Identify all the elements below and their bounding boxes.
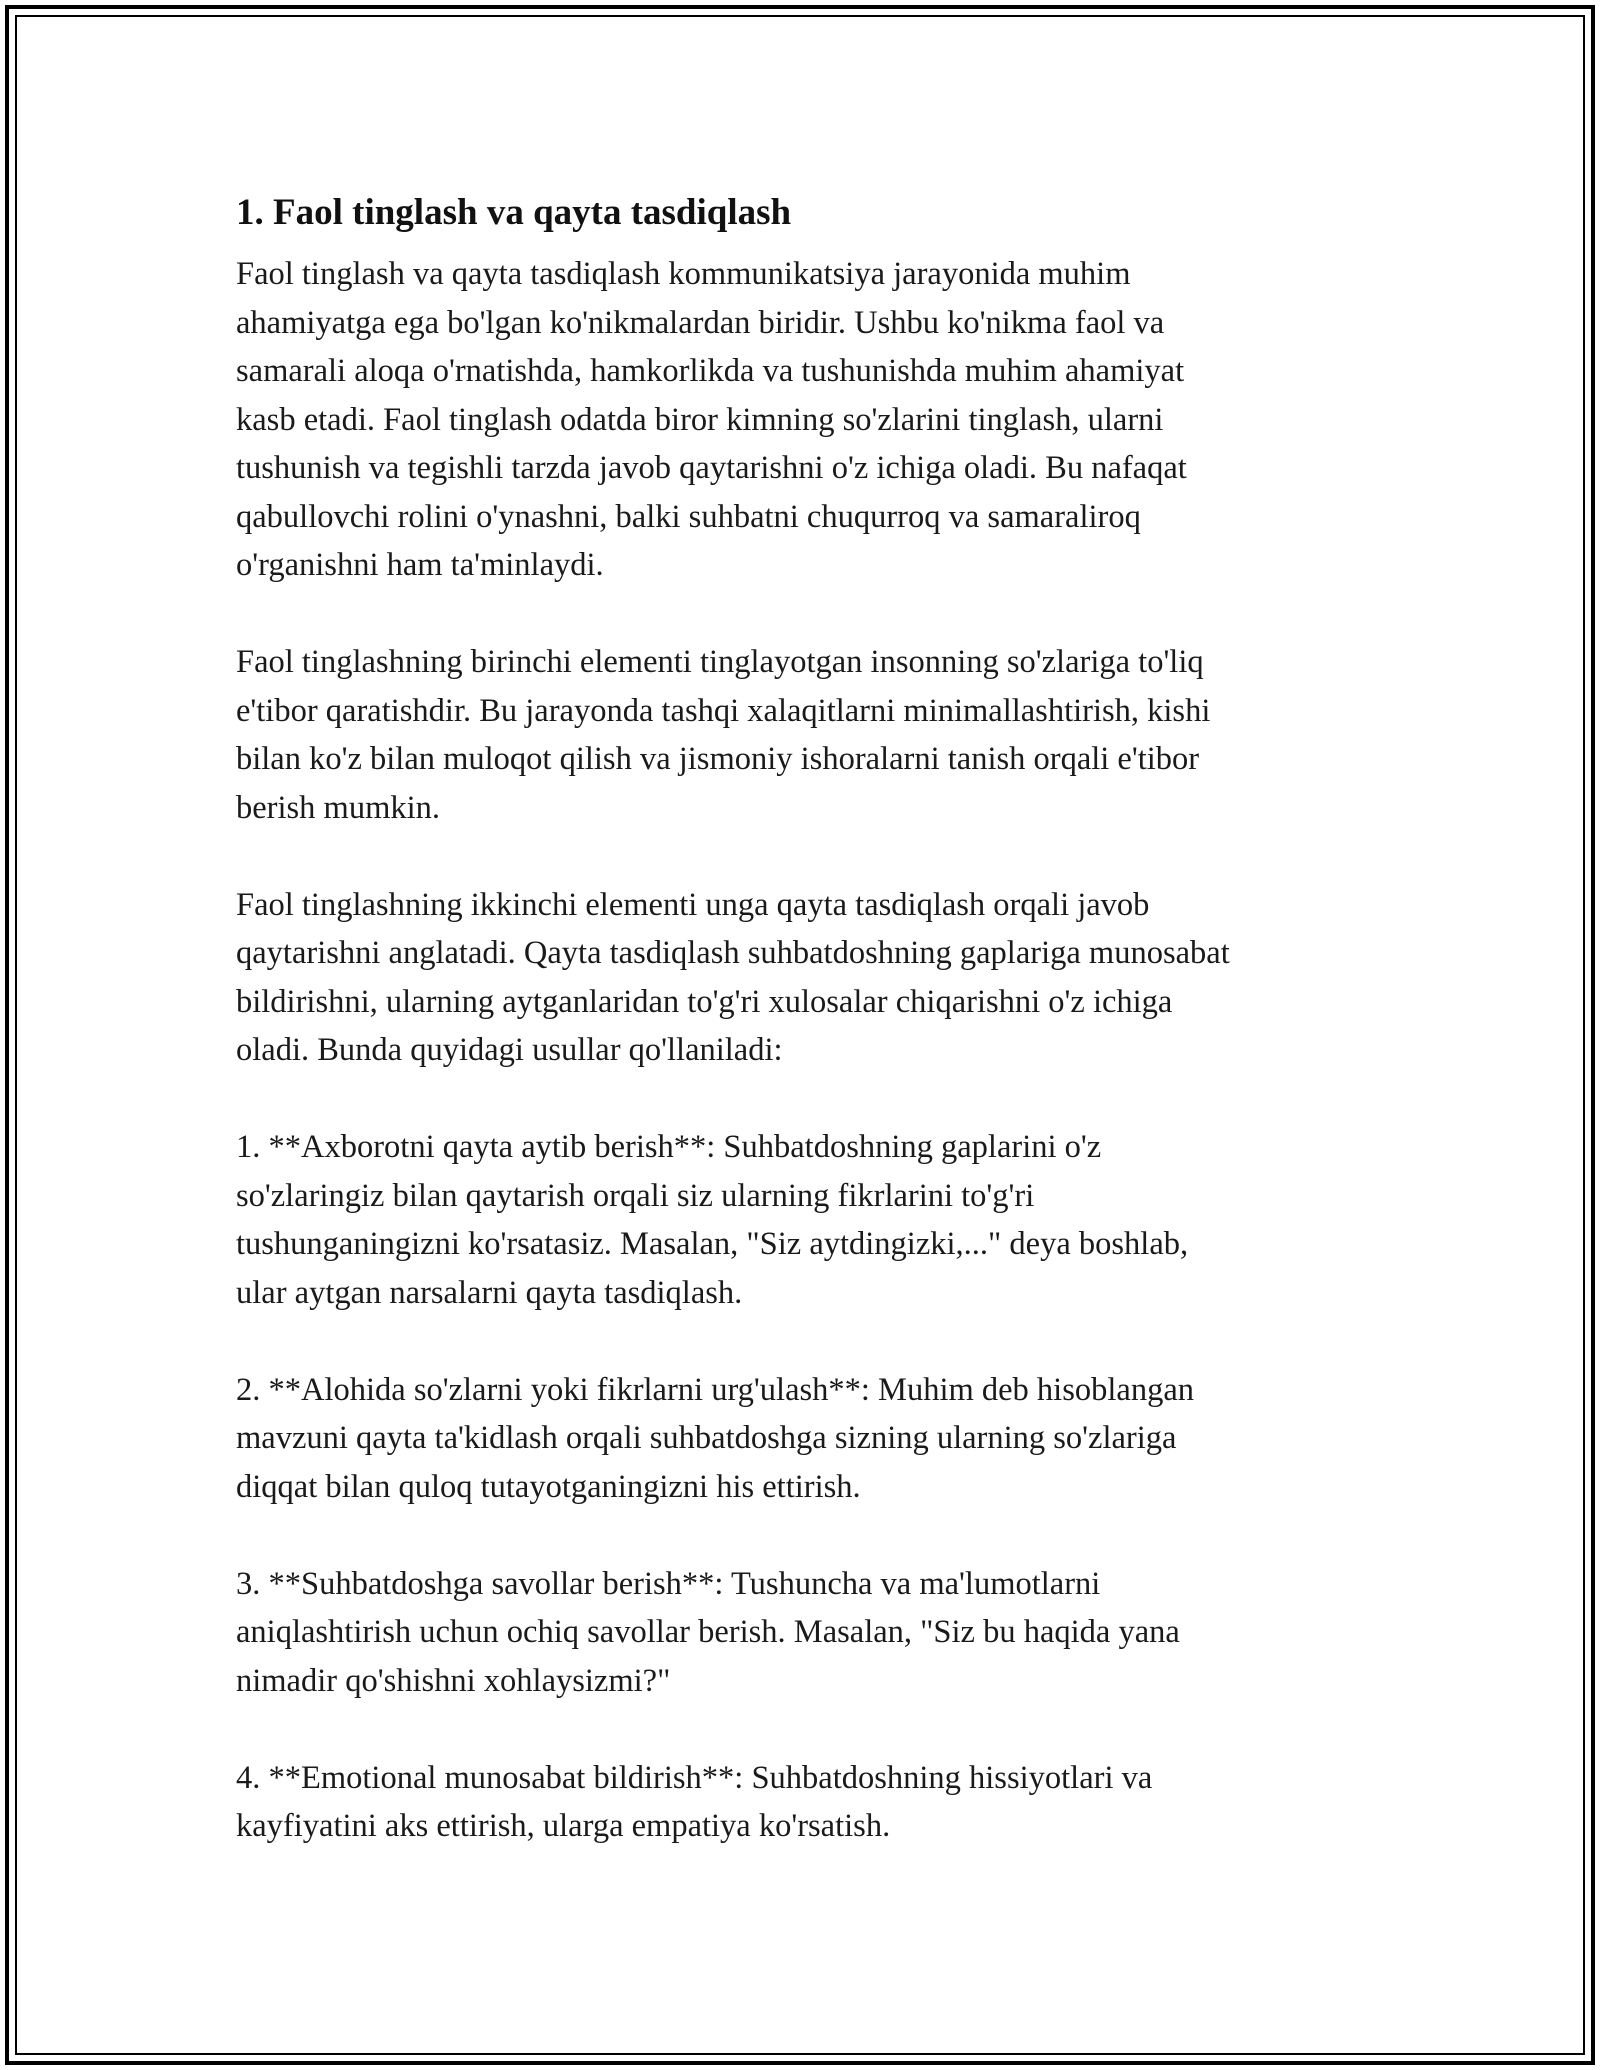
paragraph-second-element: [236, 881, 1416, 1075]
list-item-1: [236, 1123, 1416, 1317]
text-line: so'zlaringiz bilan qaytarish orqali siz ularning fikrlarini to'g'ri: [236, 1177, 1035, 1214]
text-line: tushunish va tegishli tarzda javob qaytarishni o'z ichiga oladi. Bu nafaqat: [236, 450, 1187, 486]
list-item-2: [236, 1366, 1416, 1512]
text-line: o'rganishni ham ta'minlaydi.: [236, 547, 604, 583]
text-line: samarali aloqa o'rnatishda, hamkorlikda va tushunishda muhim ahamiyat: [236, 353, 1185, 389]
text-line: tushunganingizni ko'rsatasiz. Masalan, "Siz aytdingizki,..." deya boshlab,: [236, 1226, 1189, 1262]
document-body: [236, 184, 1416, 1851]
text-line: 4. **Emotional munosabat bildirish**: Suhbatdoshning hissiyotlari va: [236, 1759, 1153, 1796]
text-line: mavzuni qayta ta'kidlash orqali suhbatdoshga sizning ularning so'zlariga: [236, 1420, 1177, 1456]
text-line: Faol tinglashning ikkinchi elementi unga qayta tasdiqlash orqali javob: [236, 886, 1150, 923]
text-line: nimadir qo'shishni xohlaysizmi?": [236, 1662, 671, 1699]
text-line: ahamiyatga ega bo'lgan ko'nikmalardan biridir. Ushbu ko'nikma faol va: [236, 304, 1165, 341]
text-line: 1. **Axborotni qayta aytib berish**: Suhbatdoshning gaplarini o'z: [236, 1129, 1102, 1165]
text-line: e'tibor qaratishdir. Bu jarayonda tashqi xalaqitlarni minimallashtirish, kishi: [236, 692, 1211, 729]
text-line: Faol tinglash va qayta tasdiqlash kommunikatsiya jarayonida muhim: [236, 256, 1131, 292]
text-line: qabullovchi rolini o'ynashni, balki suhbatni chuqurroq va samaraliroq: [236, 498, 1141, 535]
text-line: 3. **Suhbatdoshga savollar berish**: Tushuncha va ma'lumotlarni: [236, 1565, 1101, 1602]
list-item-4: [236, 1754, 1416, 1851]
section-heading: 1. Faol tinglash va qayta tasdiqlash: [236, 192, 792, 233]
text-line: qaytarishni anglatadi. Qayta tasdiqlash suhbatdoshning gaplariga munosabat: [236, 935, 1230, 971]
list-item-3: [236, 1560, 1416, 1706]
text-line: berish mumkin.: [236, 789, 441, 826]
text-line: bilan ko'z bilan muloqot qilish va jismoniy ishoralarni tanish orqali e'tibor: [236, 741, 1200, 777]
text-line: 2. **Alohida so'zlarni yoki fikrlarni urg'ulash**: Muhim deb hisoblangan: [236, 1371, 1194, 1408]
paragraph-first-element: [236, 638, 1416, 832]
text-line: bildirishni, ularning aytganlaridan to'g'ri xulosalar chiqarishni o'z ichiga: [236, 983, 1173, 1020]
text-line: diqqat bilan quloq tutayotganingizni his ettirish.: [236, 1468, 861, 1505]
paragraph-intro: [236, 250, 1416, 590]
text-line: ular aytgan narsalarni qayta tasdiqlash.: [236, 1274, 743, 1311]
text-line: oladi. Bunda quyidagi usullar qo'llaniladi:: [236, 1032, 783, 1068]
text-line: kayfiyatini aks ettirish, ularga empatiya ko'rsatish.: [236, 1808, 891, 1844]
text-line: kasb etadi. Faol tinglash odatda biror kimning so'zlarini tinglash, ularni: [236, 401, 1164, 438]
text-line: aniqlashtirish uchun ochiq savollar berish. Masalan, "Siz bu haqida yana: [236, 1614, 1180, 1650]
text-line: Faol tinglashning birinchi elementi tinglayotgan insonning so'zlariga to'liq: [236, 644, 1204, 680]
